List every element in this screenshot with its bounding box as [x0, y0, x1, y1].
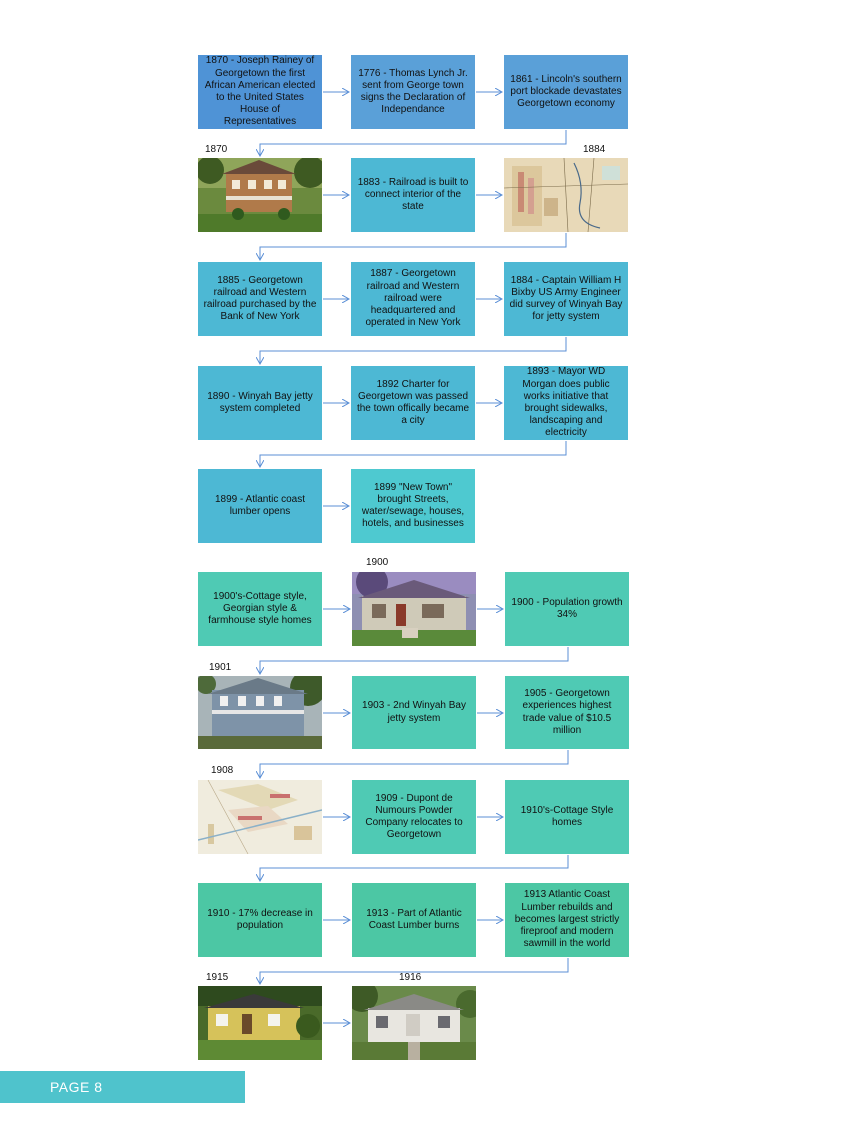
event-box-1900s-cottage: 1900's-Cottage style, Georgian style & farmhouse style homes	[198, 572, 322, 646]
photo-1916-house	[352, 986, 476, 1060]
year-label-1884: 1884	[583, 144, 606, 155]
arrow-turn-7	[260, 750, 568, 778]
year-label-1916: 1916	[399, 972, 422, 983]
event-box-1913-rebuild: 1913 Atlantic Coast Lumber rebuilds and becomes largest strictly fireproof and modern sawmill in the world	[505, 883, 629, 957]
event-box-1890-jetty: 1890 - Winyah Bay jetty system completed	[198, 366, 322, 440]
arrow-turn-3	[260, 337, 566, 364]
year-label-1901: 1901	[209, 662, 232, 673]
event-box-1885-railroad: 1885 - Georgetown railroad and Western railroad purchased by the Bank of New York	[198, 262, 322, 336]
event-box-1899-newtown: 1899 "New Town" brought Streets, water/sewage, houses, hotels, and businesses	[351, 469, 475, 543]
event-box-1899-lumber: 1899 - Atlantic coast lumber opens	[198, 469, 322, 543]
event-box-1913-burns: 1913 - Part of Atlantic Coast Lumber burns	[352, 883, 476, 957]
year-label-1870: 1870	[205, 144, 228, 155]
page-footer-bar	[0, 1071, 245, 1103]
event-box-1870-rainey: 1870 - Joseph Rainey of Georgetown the first African American elected to the United States House of Representatives	[198, 55, 322, 129]
arrow-turn-1	[260, 130, 566, 156]
page-number: PAGE 8	[50, 1079, 103, 1095]
event-box-1900-population: 1900 - Population growth 34%	[505, 572, 629, 646]
photo-1884-map	[504, 158, 628, 232]
event-box-1892-charter: 1892 Charter for Georgetown was passed the town offically became a city	[351, 366, 475, 440]
event-box-1893-morgan: 1893 - Mayor WD Morgan does public works initiative that brought sidewalks, landscaping and electricity	[504, 366, 628, 440]
year-label-1900: 1900	[366, 557, 389, 568]
arrow-turn-4	[260, 441, 566, 467]
arrow-turn-8	[260, 855, 568, 881]
event-box-1903-jetty: 1903 - 2nd Winyah Bay jetty system	[352, 676, 476, 749]
event-box-1910s-cottage: 1910's-Cottage Style homes	[505, 780, 629, 854]
event-box-1861-lincoln: 1861 - Lincoln's southern port blockade devastates Georgetown economy	[504, 55, 628, 129]
event-box-1910-population: 1910 - 17% decrease in population	[198, 883, 322, 957]
photo-1870-house	[198, 158, 322, 232]
photo-1901-house	[198, 676, 322, 749]
photo-1900-house	[352, 572, 476, 646]
event-box-1776-lynch: 1776 - Thomas Lynch Jr. sent from George town signs the Declaration of Independance	[351, 55, 475, 129]
photo-1908-map	[198, 780, 322, 854]
event-box-1884-bixby: 1884 - Captain William H Bixby US Army Engineer did survey of Winyah Bay for jetty system	[504, 262, 628, 336]
event-box-1883-railroad: 1883 - Railroad is built to connect interior of the state	[351, 158, 475, 232]
photo-1915-house	[198, 986, 322, 1060]
event-box-1887-railroad: 1887 - Georgetown railroad and Western railroad were headquartered and operated in New York	[351, 262, 475, 336]
year-label-1908: 1908	[211, 765, 234, 776]
arrow-turn-6	[260, 647, 568, 674]
arrow-turn-2	[260, 233, 566, 260]
event-box-1905-trade: 1905 - Georgetown experiences highest trade value of $10.5 million	[505, 676, 629, 749]
year-label-1915: 1915	[206, 972, 229, 983]
event-box-1909-dupont: 1909 - Dupont de Numours Powder Company relocates to Georgetown	[352, 780, 476, 854]
